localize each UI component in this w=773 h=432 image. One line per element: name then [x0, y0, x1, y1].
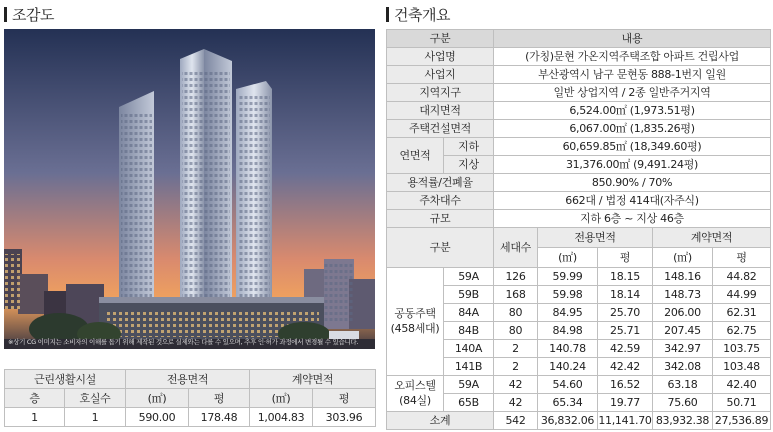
unit-private-py-cell: 42.59: [598, 340, 653, 358]
overview-row-value: 850.90% / 70%: [494, 174, 771, 192]
unit-private-py-cell: 42.42: [598, 358, 653, 376]
unit-private-m2-cell: 59.99: [538, 268, 598, 286]
overview-row-label: 주택건설면적: [387, 120, 494, 138]
total-contract-m2-cell: 83,932.38: [653, 412, 713, 430]
facility-private-m2-header: (㎡): [126, 389, 189, 408]
overview-row-label: 규모: [387, 210, 494, 228]
unit-type-row: [387, 268, 771, 286]
overview-row: [387, 210, 771, 228]
unit-households-cell: 42: [494, 394, 538, 412]
unit-private-m2-cell: 84.98: [538, 322, 598, 340]
floor-area-below-value: 60,659.85㎡ (18,349.60평): [494, 138, 771, 156]
unit-category-header: 구분: [387, 228, 494, 268]
total-row: [387, 412, 771, 430]
unit-private-py-cell: 19.77: [598, 394, 653, 412]
facility-floor-cell: 1: [5, 408, 65, 427]
facility-contract-area-header: 계약면적: [250, 370, 376, 389]
unit-households-cell: 2: [494, 340, 538, 358]
unit-private-py-cell: 16.52: [598, 376, 653, 394]
floor-area-above-label: 지상: [444, 156, 494, 174]
overview-row: [387, 192, 771, 210]
unit-contract-m2-cell: 75.60: [653, 394, 713, 412]
overview-row: [387, 84, 771, 102]
facility-private-py-header: 평: [189, 389, 250, 408]
officetel-label-line1: 오피스텔: [394, 378, 436, 392]
unit-private-py-cell: 25.71: [598, 322, 653, 340]
overview-row-value: 일반 상업지역 / 2종 일반주거지역: [494, 84, 771, 102]
unit-type-row: [387, 304, 771, 322]
unit-private-m2-cell: 59.98: [538, 286, 598, 304]
total-private-m2-cell: 36,832.06: [538, 412, 598, 430]
unit-contract-m2-cell: 148.16: [653, 268, 713, 286]
floor-area-label: 연면적: [387, 138, 444, 174]
unit-header-row: [387, 228, 771, 248]
unit-private-m2-cell: 84.95: [538, 304, 598, 322]
apartment-label-line2: (458세대): [390, 321, 440, 335]
facility-rooms-header: 호실수: [65, 389, 126, 408]
unit-contract-m2-cell: 206.00: [653, 304, 713, 322]
unit-households-cell: 80: [494, 304, 538, 322]
facility-private-py-cell: 178.48: [189, 408, 250, 427]
unit-households-cell: 168: [494, 286, 538, 304]
officetel-group-label: [387, 376, 444, 412]
unit-contract-m2-cell: 342.97: [653, 340, 713, 358]
total-households-cell: 542: [494, 412, 538, 430]
apartment-group-label: [387, 268, 444, 376]
unit-private-m2-cell: 140.24: [538, 358, 598, 376]
unit-households-header: 세대수: [494, 228, 538, 268]
unit-contract-py-cell: 103.48: [713, 358, 771, 376]
unit-private-m2-cell: 54.60: [538, 376, 598, 394]
unit-contract-py-cell: 44.99: [713, 286, 771, 304]
overview-row-value: 부산광역시 남구 문현동 888-1번지 일원: [494, 66, 771, 84]
unit-private-py-cell: 25.70: [598, 304, 653, 322]
unit-private-area-header: 전용면적: [538, 228, 653, 248]
total-private-py-cell: 11,141.70: [598, 412, 653, 430]
facility-contract-m2-header: (㎡): [250, 389, 313, 408]
unit-private-m2-header: (㎡): [538, 248, 598, 268]
floor-area-above-value: 31,376.00㎡ (9,491.24평): [494, 156, 771, 174]
facility-private-m2-cell: 590.00: [126, 408, 189, 427]
unit-private-py-header: 평: [598, 248, 653, 268]
overview-content-header: 내용: [494, 30, 771, 48]
unit-private-m2-cell: 65.34: [538, 394, 598, 412]
unit-type-row: [387, 358, 771, 376]
unit-contract-py-cell: 103.75: [713, 340, 771, 358]
facility-group-header: 근린생활시설: [5, 370, 126, 389]
unit-type-cell: 59A: [444, 268, 494, 286]
facility-rooms-cell: 1: [65, 408, 126, 427]
unit-private-py-cell: 18.15: [598, 268, 653, 286]
unit-type-row: [387, 376, 771, 394]
rendering-title-text: 조감도: [12, 5, 54, 24]
unit-private-py-cell: 18.14: [598, 286, 653, 304]
facility-subheader-row: [5, 389, 376, 408]
facility-data-row: [5, 408, 376, 427]
overview-row-label: 사업명: [387, 48, 494, 66]
facility-private-area-header: 전용면적: [126, 370, 250, 389]
commercial-facility-table: [4, 369, 376, 427]
facility-contract-py-cell: 303.96: [313, 408, 376, 427]
overview-row-label: 지역지구: [387, 84, 494, 102]
unit-type-cell: 59A: [444, 376, 494, 394]
unit-contract-area-header: 계약면적: [653, 228, 771, 248]
unit-type-cell: 84A: [444, 304, 494, 322]
overview-header-row: [387, 30, 771, 48]
floor-area-below-row: [387, 138, 771, 156]
unit-contract-py-cell: 62.75: [713, 322, 771, 340]
aerial-rendering-image: [4, 29, 375, 349]
unit-contract-m2-cell: 207.45: [653, 322, 713, 340]
rendering-disclaimer-caption: ※상기 CG 이미지는 소비자의 이해를 돕기 위해 제작된 것으로 실제와는 다를 수 있으며, 추후 인·허가 과정에서 변경될 수 있습니다.: [8, 338, 359, 346]
unit-type-cell: 141B: [444, 358, 494, 376]
floor-area-above-row: [387, 156, 771, 174]
rendering-illustration: [4, 29, 375, 349]
facility-contract-py-header: 평: [313, 389, 376, 408]
overview-row-label: 주차대수: [387, 192, 494, 210]
overview-title-text: 건축개요: [394, 5, 450, 24]
apartment-label-line1: 공동주택: [394, 306, 436, 320]
rendering-section-title: [4, 4, 54, 24]
facility-header-row: [5, 370, 376, 389]
unit-type-row: [387, 322, 771, 340]
building-overview-table: [386, 29, 771, 430]
overview-row-value: 6,067.00㎡ (1,835.26평): [494, 120, 771, 138]
overview-row: [387, 174, 771, 192]
unit-type-row: [387, 286, 771, 304]
unit-contract-m2-header: (㎡): [653, 248, 713, 268]
unit-private-m2-cell: 140.78: [538, 340, 598, 358]
overview-row-value: 지하 6층 ~ 지상 46층: [494, 210, 771, 228]
unit-households-cell: 80: [494, 322, 538, 340]
unit-contract-py-cell: 62.31: [713, 304, 771, 322]
overview-row-label: 용적률/건폐율: [387, 174, 494, 192]
facility-floor-header: 층: [5, 389, 65, 408]
overview-row: [387, 120, 771, 138]
overview-row-label: 사업지: [387, 66, 494, 84]
overview-row-label: 대지면적: [387, 102, 494, 120]
unit-households-cell: 126: [494, 268, 538, 286]
overview-row-value: (가칭)문현 가온지역주택조합 아파트 건립사업: [494, 48, 771, 66]
overview-section-title: [386, 4, 450, 24]
overview-row: [387, 66, 771, 84]
floor-area-below-label: 지하: [444, 138, 494, 156]
unit-contract-py-cell: 42.40: [713, 376, 771, 394]
total-contract-py-cell: 27,536.89: [713, 412, 771, 430]
overview-row-value: 662대 / 법정 414대(자주식): [494, 192, 771, 210]
unit-type-row: [387, 394, 771, 412]
unit-contract-py-cell: 50.71: [713, 394, 771, 412]
title-bar-marker: [386, 7, 389, 22]
facility-contract-m2-cell: 1,004.83: [250, 408, 313, 427]
officetel-label-line2: (84실): [399, 393, 431, 407]
unit-contract-m2-cell: 63.18: [653, 376, 713, 394]
overview-row-value: 6,524.00㎡ (1,973.51평): [494, 102, 771, 120]
total-label: 소계: [387, 412, 494, 430]
title-bar-marker: [4, 7, 7, 22]
overview-row: [387, 102, 771, 120]
unit-contract-py-header: 평: [713, 248, 771, 268]
unit-contract-m2-cell: 148.73: [653, 286, 713, 304]
unit-households-cell: 2: [494, 358, 538, 376]
unit-households-cell: 42: [494, 376, 538, 394]
unit-type-cell: 59B: [444, 286, 494, 304]
unit-type-cell: 65B: [444, 394, 494, 412]
unit-contract-py-cell: 44.82: [713, 268, 771, 286]
unit-type-row: [387, 340, 771, 358]
unit-type-cell: 84B: [444, 322, 494, 340]
overview-row: [387, 48, 771, 66]
unit-contract-m2-cell: 342.08: [653, 358, 713, 376]
unit-type-cell: 140A: [444, 340, 494, 358]
overview-category-header: 구분: [387, 30, 494, 48]
